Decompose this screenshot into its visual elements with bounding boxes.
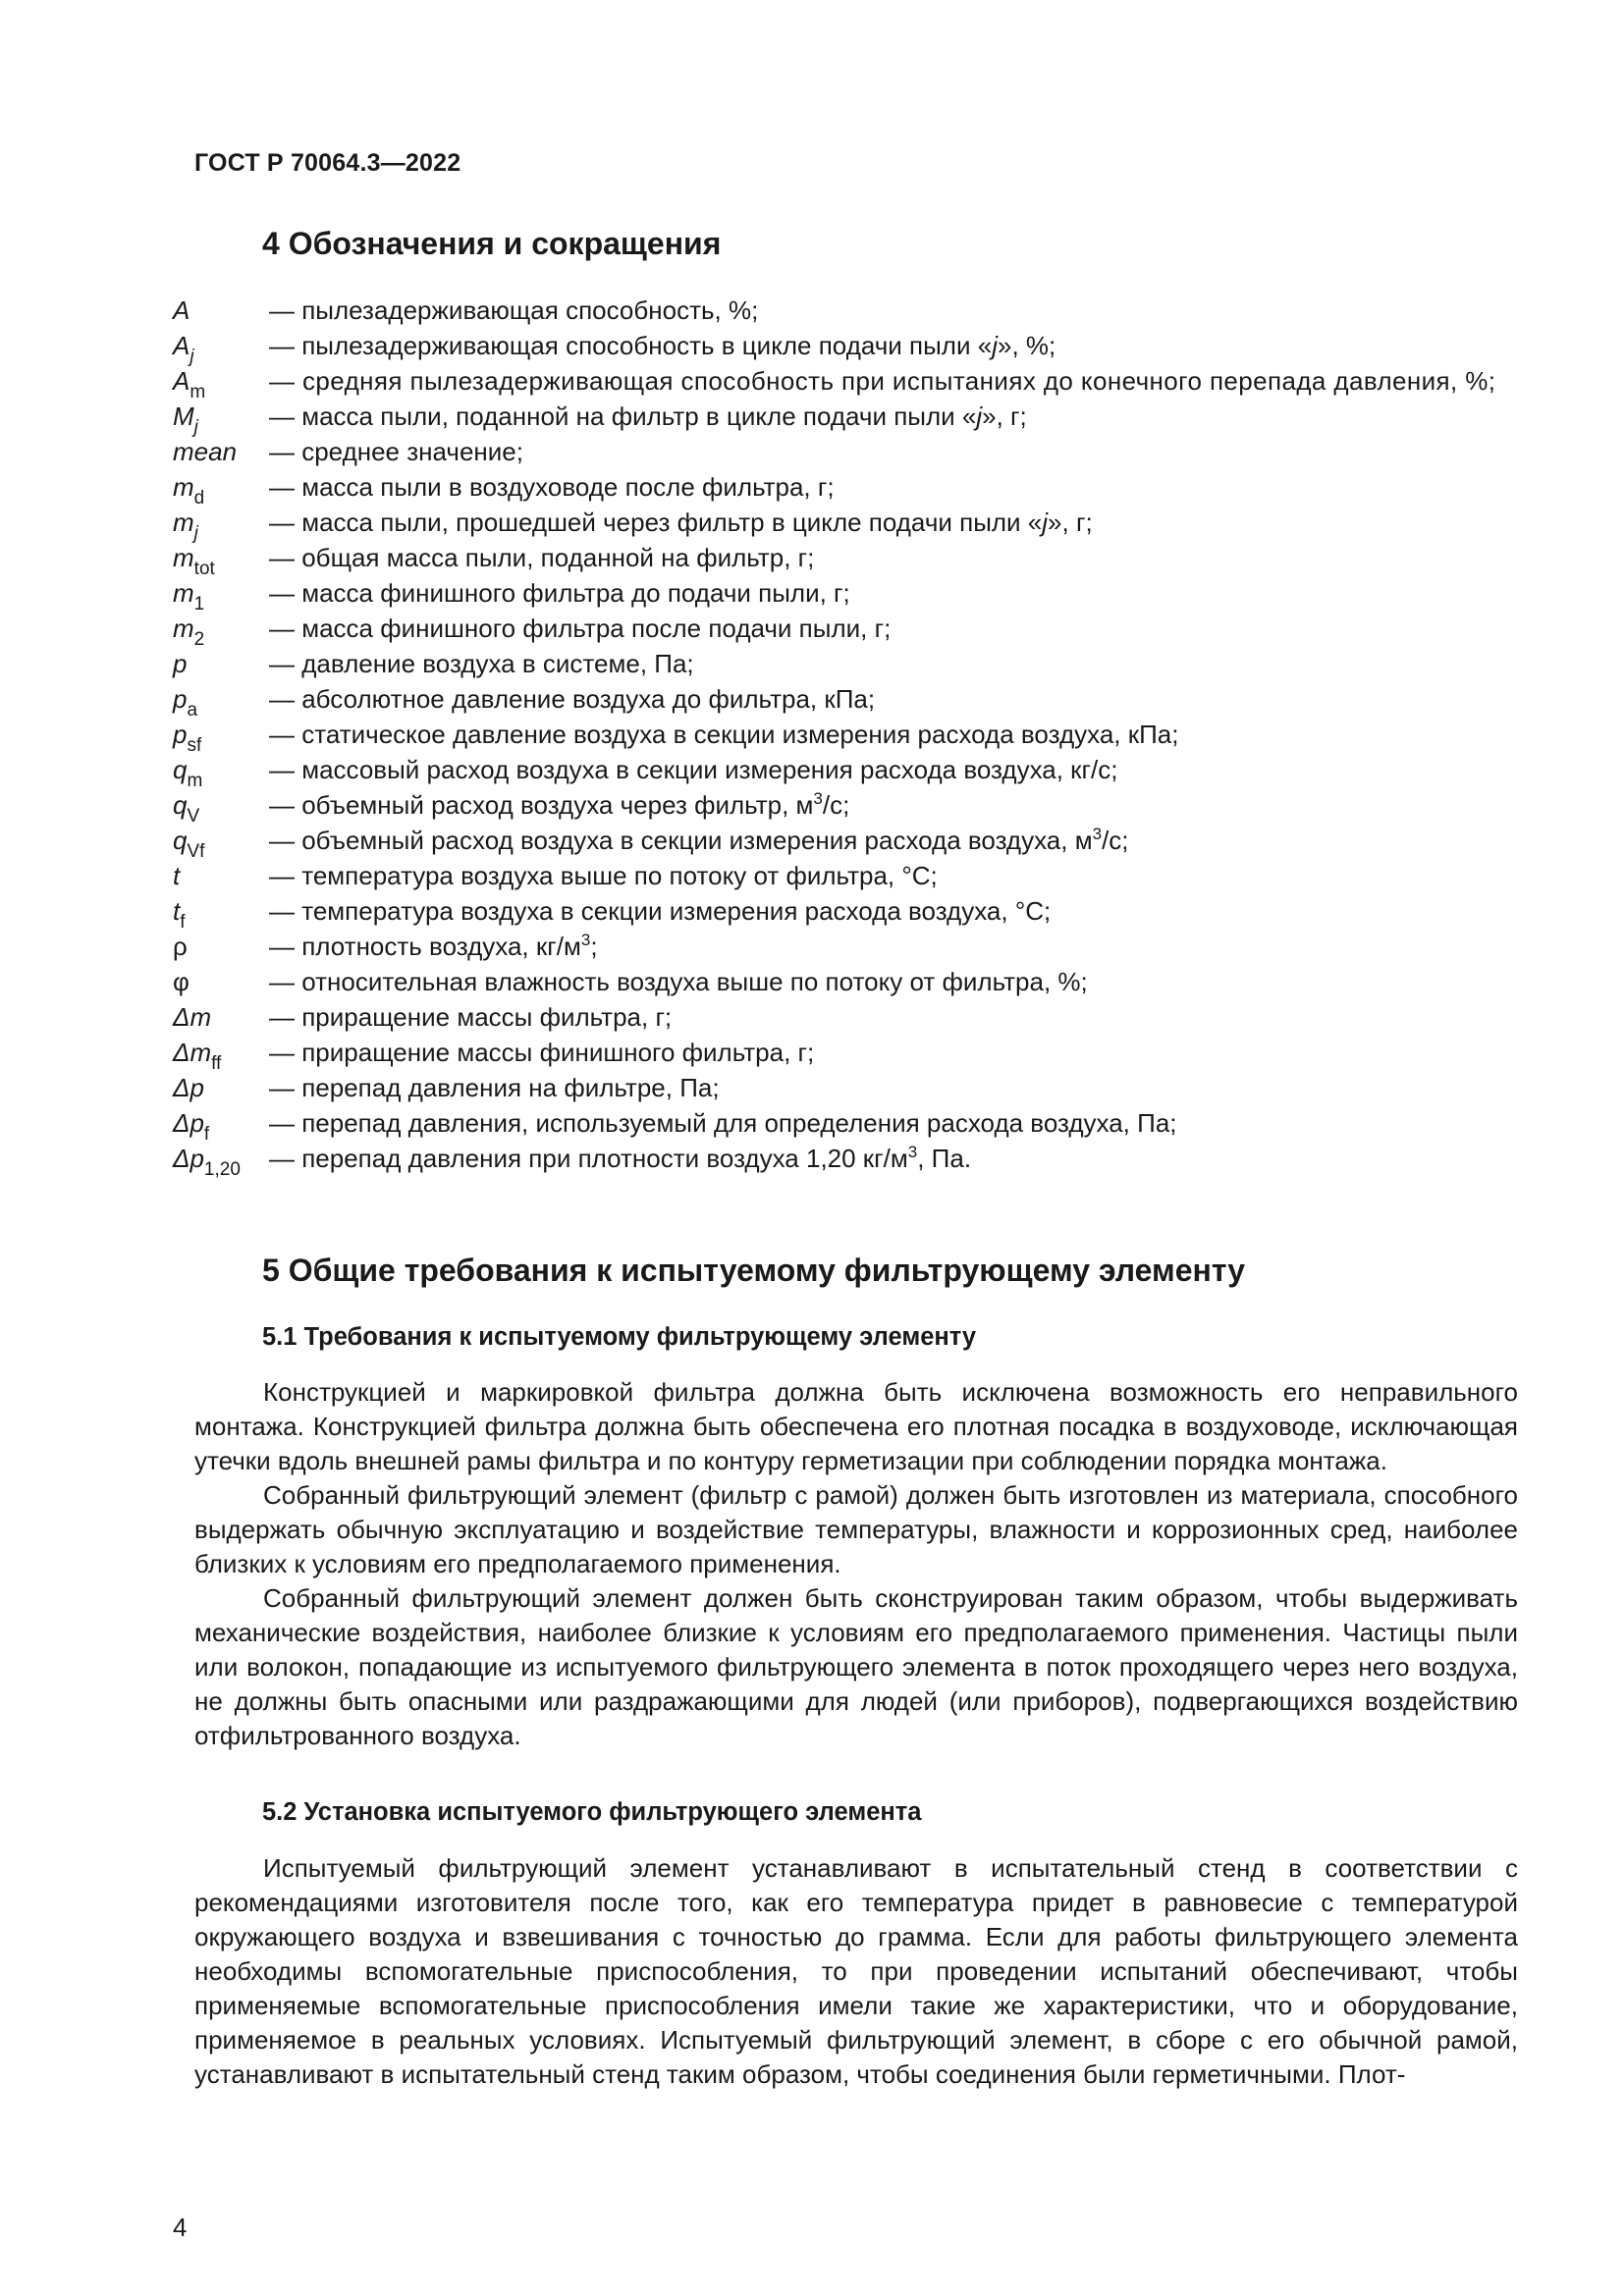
symbol: $q_V$ — [173, 790, 200, 827]
symbol-description: — средняя пылезадерживающая способность при испытаниях до конечного перепада давления, %; — [269, 366, 1496, 396]
symbol-description: — плотность воздуха, $кг/м^3$; — [269, 931, 598, 961]
symbol-row — [173, 646, 1518, 681]
symbol: $M_j$ — [173, 401, 198, 438]
symbol-row — [173, 717, 1518, 756]
symbol-row — [173, 999, 1518, 1035]
symbol: $t_f$ — [173, 896, 186, 933]
symbol-row — [173, 399, 1518, 438]
symbol-row — [173, 540, 1518, 579]
section-4-title: 4 Обозначения и сокращения — [262, 226, 722, 261]
symbol-row — [173, 1141, 1518, 1180]
section-5-title: 5 Общие требования к испытуемому фильтрующему элементу — [262, 1253, 1246, 1288]
subsection-5-1-title: 5.1 Требования к испытуемому фильтрующему элементу — [262, 1323, 977, 1351]
symbol-row — [173, 893, 1518, 933]
symbol-description: — объемный расход воздуха в секции измерения расхода воздуха, $м^3/с$; — [269, 825, 1129, 855]
symbol-row — [173, 929, 1518, 964]
symbol-row — [173, 823, 1518, 862]
symbol: mean — [173, 437, 238, 466]
symbol-row — [173, 858, 1518, 893]
symbol: $m_{tot}$ — [173, 543, 215, 579]
symbol-row — [173, 363, 1518, 402]
symbol-description: — масса пыли, прошедшей через фильтр в цикле подачи пыли «j», г; — [269, 507, 1093, 537]
symbol-description: — пылезадерживающая способность, %; — [269, 295, 759, 325]
symbol: $A_j$ — [173, 331, 194, 367]
symbol-description: — масса пыли, поданной на фильтр в цикле подачи пыли «j», г; — [269, 401, 1027, 431]
symbol: $m_1$ — [173, 578, 205, 614]
symbol: p — [173, 649, 188, 678]
symbol: A — [173, 295, 190, 325]
symbol: $\Delta p_{1,20}$ — [173, 1144, 241, 1180]
symbol-description: — приращение массы фильтра, г; — [269, 1002, 673, 1032]
symbol-row — [173, 434, 1518, 469]
symbol-row — [173, 293, 1518, 328]
symbol-description: — абсолютное давление воздуха до фильтра, кПа; — [269, 684, 876, 714]
symbol-row — [173, 964, 1518, 999]
symbol: Δm — [173, 1002, 212, 1032]
symbol-description: — масса финишного фильтра после подачи пыли, г; — [269, 614, 892, 643]
symbol-row — [173, 787, 1518, 827]
symbol-description: — перепад давления при плотности воздуха 1,20 $кг/м^3$, Па. — [269, 1143, 972, 1173]
document-code: ГОСТ Р 70064.3—2022 — [194, 149, 461, 177]
symbol-description: — перепад давления, используемый для определения расхода воздуха, Па; — [269, 1108, 1177, 1138]
symbol-row — [173, 1070, 1518, 1105]
symbol: t — [173, 861, 181, 890]
symbol-row — [173, 575, 1518, 614]
symbol-row — [173, 1105, 1518, 1145]
symbol-description: — массовый расход воздуха в секции измерения расхода воздуха, кг/с; — [269, 755, 1118, 784]
symbol-description: — объемный расход воздуха через фильтр, $м^3/с$; — [269, 789, 850, 820]
symbol-description: — масса пыли в воздуховоде после фильтра, г; — [269, 472, 835, 502]
symbol-description: — относительная влажность воздуха выше по потоку от фильтра, %; — [269, 967, 1088, 996]
symbol: ρ — [173, 932, 188, 961]
symbol: $m_j$ — [173, 507, 198, 544]
subsection-5-1-body — [194, 1375, 1518, 1753]
symbol-description: — перепад давления на фильтре, Па; — [269, 1073, 720, 1102]
symbol: $p_{sf}$ — [173, 720, 202, 756]
symbol-row — [173, 681, 1518, 721]
symbol-description: — температура воздуха в секции измерения расхода воздуха, °С; — [269, 896, 1052, 926]
symbol-description: — общая масса пыли, поданной на фильтр, г; — [269, 543, 815, 572]
symbol-row — [173, 328, 1518, 367]
subsection-5-2-title: 5.2 Установка испытуемого фильтрующего элемента — [262, 1798, 922, 1826]
subsection-5-2-body — [194, 1851, 1518, 2092]
paragraph: Конструкцией и маркировкой фильтра должна быть исключена возможность его неправильного монтажа. Конструкцией фильтра должна быть обеспечена его плотная посадка в воздуховоде, исключающая утечки вдоль внешней рамы фильтра и по контуру герметизации при соблюдении порядка монтажа. — [194, 1377, 1518, 1475]
paragraph: Собранный фильтрующий элемент (фильтр с рамой) должен быть изготовлен из материала, способного выдержать обычную эксплуатацию и воздействие температуры, влажности и коррозионных сред, наиболее близких к условиям его предполагаемого применения. — [194, 1480, 1518, 1578]
symbol-description: — пылезадерживающая способность в цикле подачи пыли «j», %; — [269, 331, 1056, 360]
symbol: $m_2$ — [173, 614, 205, 650]
symbol-row — [173, 469, 1518, 508]
symbol: $\Delta p_f$ — [173, 1108, 210, 1145]
symbol-description: — статическое давление воздуха в секции измерения расхода воздуха, кПа; — [269, 720, 1179, 749]
paragraph: Собранный фильтрующий элемент должен быть сконструирован таким образом, чтобы выдерживать механические воздействия, наиболее близкие к условиям его предполагаемого применения. Частицы пыли или волокон, попадающие из испытуемого фильтрующего элемента в поток проходящего через него воздуха, не должны быть опасными или раздражающими для людей (или приборов), подвергающихся воздействию отфильтрованного воздуха. — [194, 1583, 1518, 1750]
symbol: $p_a$ — [173, 684, 198, 721]
symbol: $A_m$ — [173, 366, 206, 402]
symbol: Δp — [173, 1073, 204, 1102]
paragraph: Испытуемый фильтрующий элемент устанавливают в испытательный стенд в соответствии с рекомендациями изготовителя после того, как его температура придет в равновесие с температурой окружающего воздуха и взвешивания с точностью до грамма. Если для работы фильтрующего элемента необходимы вспомогательные приспособления, то при проведении испытаний обеспечивают, чтобы применяемые вспомогательные приспособления имели такие же характеристики, что и оборудование, применяемое в реальных условиях. Испытуемый фильтрующий элемент, в сборе с его обычной рамой, устанавливают в испытательный стенд таким образом, чтобы соединения были герметичными. Плот- — [194, 1853, 1518, 2089]
symbol: $\Delta m_{ff}$ — [173, 1038, 222, 1074]
symbol-row — [173, 611, 1518, 650]
page-number: 4 — [173, 2213, 188, 2242]
symbol-description: — температура воздуха выше по потоку от фильтра, °С; — [269, 861, 938, 890]
symbols-list — [173, 293, 1518, 1180]
symbol: φ — [173, 967, 189, 996]
symbol-row — [173, 752, 1518, 791]
symbol-description: — среднее значение; — [269, 437, 523, 466]
symbol: $q_m$ — [173, 755, 203, 791]
symbol: $m_d$ — [173, 472, 205, 508]
symbol-row — [173, 1035, 1518, 1074]
symbol-description: — приращение массы финишного фильтра, г; — [269, 1038, 815, 1067]
symbol-description: — масса финишного фильтра до подачи пыли, г; — [269, 578, 850, 608]
symbol: $q_{Vf}$ — [173, 826, 205, 862]
symbol-row — [173, 505, 1518, 544]
symbol-description: — давление воздуха в системе, Па; — [269, 649, 694, 678]
